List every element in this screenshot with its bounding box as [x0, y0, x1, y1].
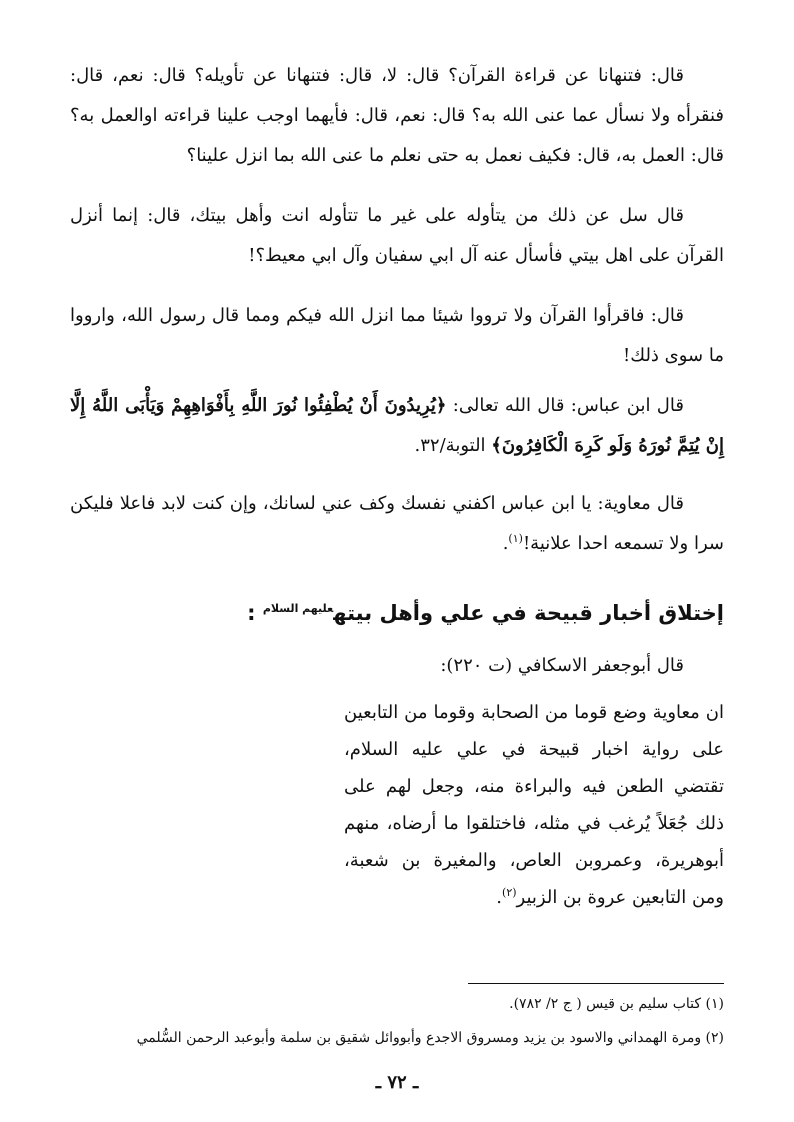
sentence-period: .: [502, 533, 509, 554]
paragraph-tafsir-question: قال: فتنهانا عن قراءة القرآن؟ قال: لا، قال: فتنهانا عن تأويله؟ قال: نعم، قال: فنقرأه ولا نسأل عما عنى الله به؟ قال: نعم، قال: فأيهما اوجب علينا قراءته اوالعمل به؟ قال: العمل به، قال: فكيف نعمل به حتى نعلم ما عنى الله بما انزل علينا؟: [70, 65, 724, 166]
paragraph-ibn-abbas: [70, 386, 724, 466]
ibn-abbas-prefix: قال ابن عباس: قال الله تعالى:: [446, 395, 684, 416]
paragraph-narrate-quran: قال: فاقرأوا القرآن ولا ترووا شيئا مما انزل الله فيكم ومما قال رسول الله، وارووا ما سوى ذلك!: [70, 305, 724, 366]
footnote-2: (٢) ومرة الهمداني والاسود بن يزيد ومسروق الاجدع وأبووائل شقيق بن سلمة وأبوعبد الرحمن السُّلمي: [136, 1030, 724, 1046]
verse-reference: التوبة/٣٢.: [414, 435, 492, 456]
paragraph-ahl-bayt: قال سل عن ذلك من يتأوله على غير ما تتأوله انت وأهل بيتك، قال: إنما أنزل القرآن على اهل بيتي فأسأل عنه آل ابي سفيان وآل ابي معيط؟!: [70, 205, 724, 266]
paragraph-muawiya: [70, 484, 724, 564]
page-number: ـ ٧٢ ـ: [375, 1072, 419, 1093]
quote-text: ان معاوية وضع قوما من الصحابة وقوما من التابعين على رواية اخبار قبيحة في علي عليه السلام، تقتضي الطعن فيه والبراءة منه، وجعل لهم على ذلك جُعَلاً يُرغب في مثله، فاختلقوا ما أرضاه، منهم أبوهريرة، وعمروبن العاص، والمغيرة بن شعبة، ومن التابعين عروة بن الزبير: [344, 702, 724, 908]
quote-block: [344, 694, 724, 916]
honorific-mark: عليهم السلام: [262, 602, 334, 615]
footnote-reference-1: (١): [508, 532, 523, 545]
footnote-1: (١) كتاب سليم بن قيس ( ج ٢/ ٧٨٢).: [509, 996, 724, 1012]
quran-verse: ﴿يُرِيدُونَ أَنْ يُطْفِئُوا نُورَ اللَّهِ بِأَفْوَاهِهِمْ وَيَأْبَى اللَّهُ إِلَّا إِنْ يُتِمَّ نُورَهُ وَلَو كَرِهَ الْكَافِرُونَ﴾: [70, 395, 724, 456]
quote-period: .: [496, 887, 503, 908]
footnote-reference-2: (٢): [502, 886, 517, 899]
heading-colon: :: [247, 601, 263, 625]
heading-text: إختلاق أخبار قبيحة في علي وأهل بيته: [333, 601, 724, 625]
muawiya-text: قال معاوية: يا ابن عباس اكفني نفسك وكف عني لسانك، وإن كنت لابد فاعلا فليكن سرا ولا تسمعه احدا علانية!: [70, 493, 724, 554]
footnote-divider: [468, 983, 724, 984]
section-heading: [70, 596, 724, 630]
quote-intro: قال أبوجعفر الاسكافي (ت ٢٢٠):: [440, 655, 684, 676]
